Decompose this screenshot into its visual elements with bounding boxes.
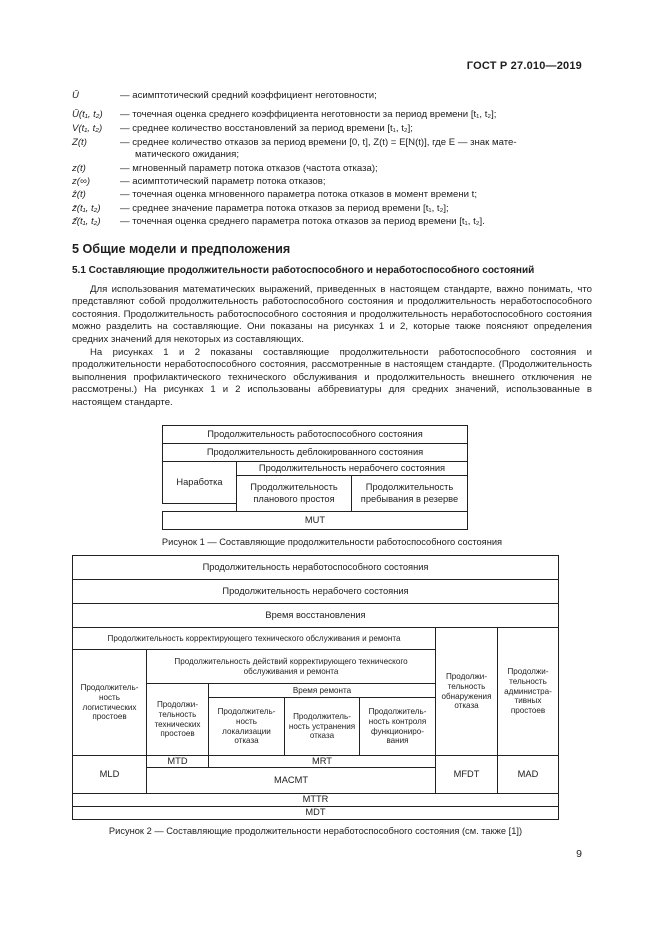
fig2-corrective-actions: Продолжительность действий корректирующего технического обслуживания и ремонта (146, 649, 436, 684)
fig2-mtd: MTD (146, 755, 209, 768)
fig2-fault-correction: Продолжительность устранения отказа (284, 697, 360, 756)
fig2-disabled-time: Продолжительность нерабочего состояния (72, 579, 559, 604)
page-number: 9 (576, 848, 582, 860)
definition-text: матического ожидания; (135, 149, 239, 160)
section-title: 5 Общие модели и предположения (72, 242, 291, 256)
definition-text: — точечная оценка мгновенного параметра потока отказов в момент времени t; (120, 189, 477, 200)
figure-1-caption: Рисунок 1 — Составляющие продолжительности работоспособного состояния (161, 537, 503, 547)
definition-symbol: V(t₁, t₂) (72, 123, 103, 134)
fig2-mdt: MDT (72, 806, 559, 820)
fig2-mttr: MTTR (72, 793, 559, 807)
fig1-operating-time: Наработка (162, 461, 237, 504)
figure-2-caption: Рисунок 2 — Составляющие продолжительности неработоспособного состояния (см. также [1]) (108, 826, 523, 836)
definition-symbol: ẑ(t) (72, 189, 86, 200)
definition-text: — асимптотический параметр потока отказов; (120, 176, 326, 187)
fig2-function-check: Продолжительность контроля функционирования (359, 697, 436, 756)
paragraph (72, 284, 592, 346)
document-header: ГОСТ Р 27.010—2019 (466, 60, 582, 72)
fig1-idle-time: Продолжительность планового простоя (236, 475, 352, 512)
definition-text: — среднее количество отказов за период времени [0, t], Z(t) = E[N(t)], где E — знак мате- (120, 137, 517, 148)
fig2-restoration-time: Время восстановления (72, 603, 559, 628)
definition-symbol: Ū(t₁, t₂) (72, 109, 103, 120)
fig2-logistic-delay: Продолжительность логистических простоев (72, 649, 147, 756)
fig1-enabled-time: Продолжительность деблокированного состояния (162, 443, 468, 462)
fig2-repair-time: Время ремонта (208, 683, 436, 698)
definition-text: — среднее значение параметра потока отказов за период времени [t₁, t₂]; (120, 203, 449, 214)
definition-text: — мгновенный параметр потока отказов (частота отказа); (120, 163, 378, 174)
fig2-mld: MLD (72, 755, 147, 794)
fig1-non-operating-time: Продолжительность нерабочего состояния (236, 461, 468, 476)
fig2-mad: MAD (497, 755, 559, 794)
definition-symbol: z(t) (72, 163, 86, 174)
definition-text: — точечная оценка среднего коэффициента неготовности за период времени [t₁, t₂]; (120, 109, 497, 120)
fig2-downtime: Продолжительность неработоспособного состояния (72, 555, 559, 580)
paragraph-text: Для использования математических выражений, приведенных в настоящем стандарте, важно понимать, что представляют собой продолжительность работоспособного состояния и продолжительность неработоспособного состояния. Продолжительность работоспособного состояния и продолжительность неработоспособного состояния можно разделить на составляющие. Они показаны на рисунках 1 и 2, которые также поясняют определения средних значений для некоторых из составляющих. (72, 284, 592, 345)
definition-text: — точечная оценка среднего параметра потока отказов за период времени [t₁, t₂]. (120, 216, 485, 227)
subsection-title: 5.1 Составляющие продолжительности работоспособного и неработоспособного состояний (72, 265, 535, 276)
paragraph-text: На рисунках 1 и 2 показаны составляющие продолжительности работоспособного состояния и продолжительности неработоспособного состояния, рассмотренные в настоящем стандарте. (Продолжительность выполнения профилактического технического обслуживания и продолжительность внешнего отключения не рассмотрены.) На рисунках 1 и 2 использованы аббревиатуры для средних значений, использованные в настоящем стандарте. (72, 347, 592, 408)
definition-text: — среднее количество восстановлений за период времени [t₁, t₂]; (120, 123, 413, 134)
paragraph (72, 347, 592, 409)
fig2-technical-delay: Продолжительность технических простоев (146, 683, 209, 756)
fig2-fault-detection: Продолжительность обнаружения отказа (435, 627, 498, 756)
fig2-macmt: MACMT (146, 767, 436, 794)
fig1-standby-time: Продолжительность пребывания в резерве (351, 475, 468, 512)
fig2-administrative-delay: Продолжительность административных простоев (497, 627, 559, 756)
fig1-uptime: Продолжительность работоспособного состояния (162, 425, 468, 444)
fig2-mfdt: MFDT (435, 755, 498, 794)
definition-symbol: z(∞) (72, 176, 91, 187)
definition-symbol: z̄̂(t₁, t₂) (72, 216, 101, 227)
definition-text: — асимптотический средний коэффициент неготовности; (120, 90, 377, 101)
definition-symbol: Z(t) (72, 137, 87, 148)
fig2-corrective-maintenance: Продолжительность корректирующего технического обслуживания и ремонта (72, 627, 436, 650)
fig1-mut: MUT (162, 511, 468, 530)
fig2-mrt: MRT (208, 755, 436, 768)
definition-symbol: z̄(t₁, t₂) (72, 203, 101, 214)
definition-symbol: Ū (72, 90, 79, 101)
fig2-fault-localization: Продолжительность локализации отказа (208, 697, 285, 756)
